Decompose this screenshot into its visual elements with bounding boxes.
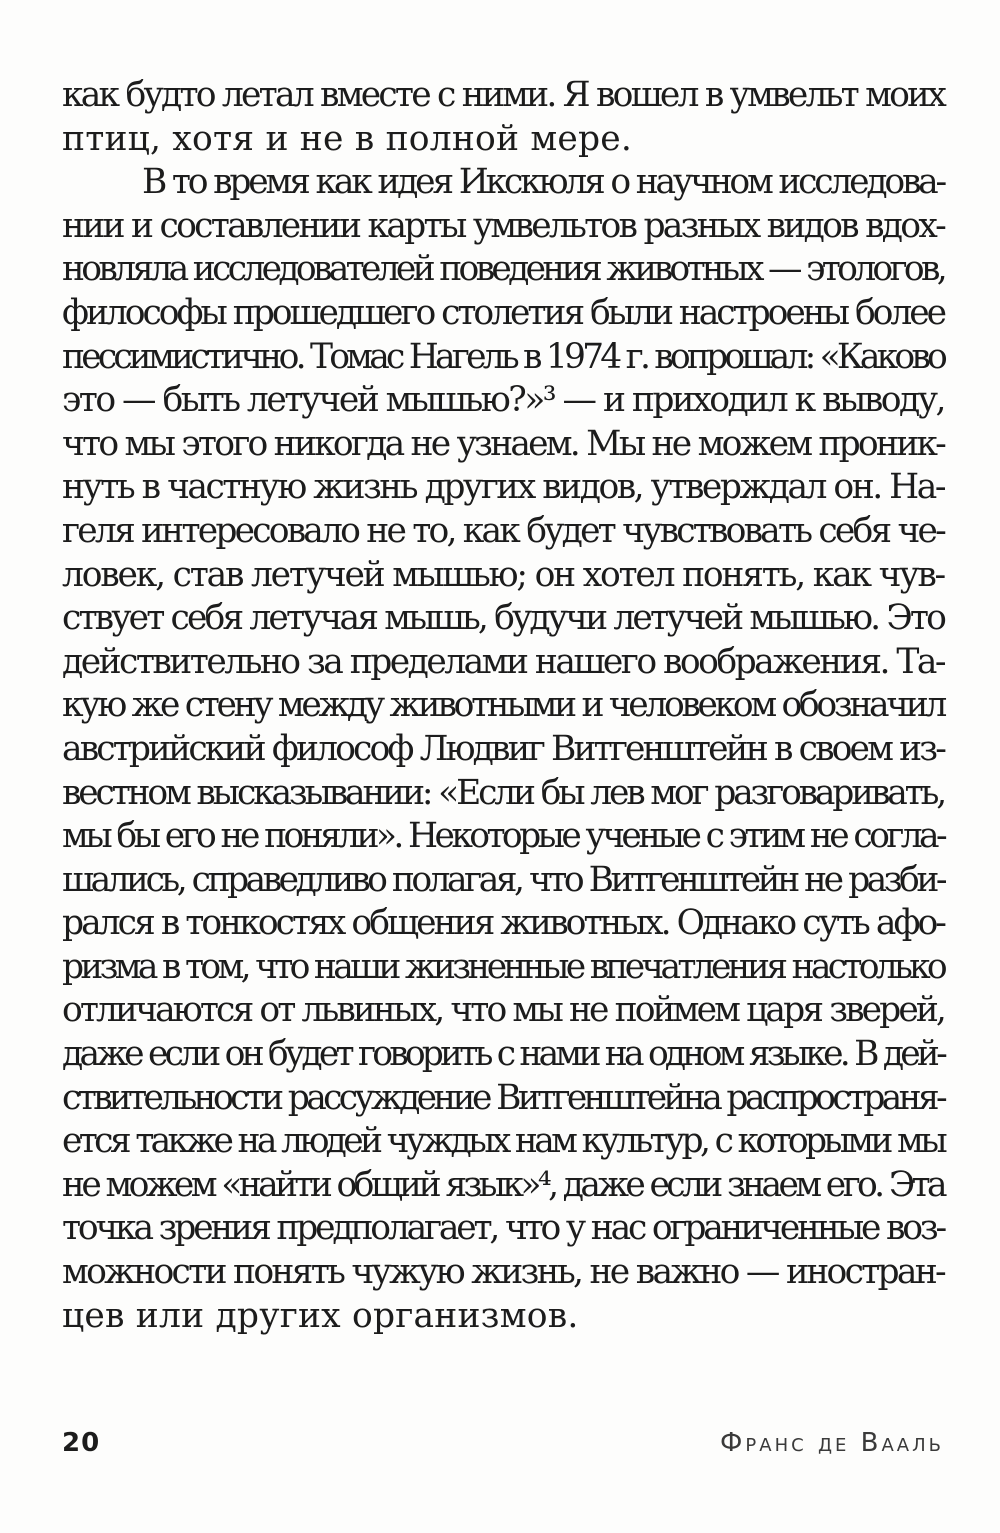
text-line: ловек, став летучей мышью; он хотел понять, как чув- [62, 554, 944, 595]
text-line: рался в тонкостях общения животных. Однако суть афо- [62, 903, 944, 944]
text-line: нуть в частную жизнь других видов, утверждал он. На- [62, 467, 944, 508]
text-line: философы прошедшего столетия были настроены более [62, 292, 944, 333]
text-line: геля интересовало не то, как будет чувствовать себя че- [62, 510, 944, 551]
text-line: ризма в том, что наши жизненные впечатления настолько [62, 946, 944, 987]
text-line: ствует себя летучая мышь, будучи летучей мышью. Это [62, 598, 944, 639]
text-line: шались, справедливо полагая, что Витгенштейн не разби- [62, 859, 944, 900]
text-line: птиц, хотя и не в полной мере. [62, 118, 633, 159]
text-line: австрийский философ Людвиг Витгенштейн в своем из- [62, 728, 944, 769]
running-footer-author: Франс де Вааль [720, 1428, 944, 1458]
body-text [62, 74, 944, 1338]
text-line: действительно за пределами нашего воображения. Та- [62, 641, 944, 682]
text-line: не можем «найти общий язык»⁴, даже если знаем его. Эта [62, 1164, 944, 1205]
text-line: что мы этого никогда не узнаем. Мы не можем проник- [62, 423, 944, 464]
text-line: цев или других организмов. [62, 1295, 579, 1336]
text-line: ствительности рассуждение Витгенштейна распространя- [62, 1077, 944, 1118]
text-line: как будто летал вместе с ними. Я вошел в умвельт моих [62, 75, 944, 115]
text-line: пессимистично. Томас Нагель в 1974 г. вопрошал: «Каково [62, 336, 944, 377]
text-line: В то время как идея Икскюля о научном исследова- [142, 162, 944, 203]
text-line: даже если он будет говорить с нами на одном языке. В дей- [62, 1034, 944, 1075]
text-line: точка зрения предполагает, что у нас ограниченные воз- [62, 1208, 944, 1249]
text-line: нии и составлении карты умвельтов разных видов вдох- [62, 205, 944, 246]
text-line: вестном высказывании: «Если бы лев мог разговаривать, [62, 772, 944, 813]
page-number: 20 [62, 1428, 101, 1458]
text-line: мы бы его не поняли». Некоторые ученые с этим не согла- [62, 816, 944, 857]
text-line: кую же стену между животными и человеком обозначил [62, 685, 944, 726]
text-line: можности понять чужую жизнь, не важно — иностран- [62, 1252, 944, 1293]
text-line: ется также на людей чуждых нам культур, с которыми мы [62, 1121, 944, 1162]
text-line: это — быть летучей мышью?»³ — и приходил к выводу, [62, 380, 944, 421]
text-line: отличаются от львиных, что мы не поймем царя зверей, [62, 990, 944, 1031]
text-line: новляла исследователей поведения животных — этологов, [62, 249, 944, 290]
